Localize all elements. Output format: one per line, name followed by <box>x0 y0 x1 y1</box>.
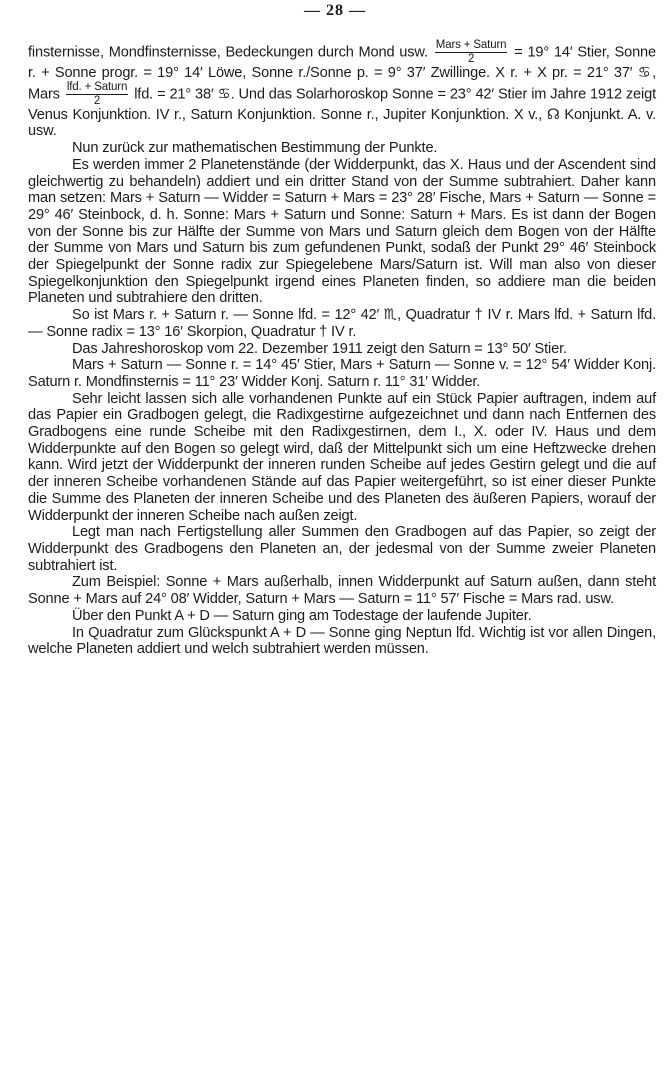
fraction-denominator: 2 <box>467 53 475 65</box>
text-run: Es werden immer 2 Planetenstände (der Widderpunkt, das X. Haus und der Ascendent sind gleichwertig zu behandeln) addiert und ein dritter Stand von der Summe subtrahiert. Daher kann man setzen: Mars + Saturn — Widder = Saturn + Mars = 23° 28′ Fische, Mars + Saturn — Sonne = 29° 46′ Steinbock, d. h. Sonne: Mars + Saturn und Sonne: Saturn + Mars. Es ist dann der Bogen von der Sonne bis zur Hälfte der Summe von Mars und Saturn gleich dem Bogen von der Hälfte der Summe von Mars und Saturn bis zum gefundenen Punkt, sodaß der Punkt 29° 46′ Steinbock der Spiegelpunkt der Sonne radix zur Spiegelebene Mars/Saturn ist. Will man also von dieser Spiegelkonjunktion den Spiegelpunkt irgend eines Planeten finden, so addiere man die beiden Planeten und subtrahiere den dritten. <box>28 156 656 307</box>
fraction-denominator: 2 <box>93 94 101 107</box>
text-run: finsternisse, Mondfinsternisse, Bedeckungen durch Mond usw. <box>28 44 433 61</box>
text-run: Legt man nach Fertigstellung aller Summen den Gradbogen auf das Papier, so zeigt der Widderpunkt des Gradbogens den Planeten an, der jedesmal von der Summe zweier Planeten subtrahiert ist. <box>28 524 656 574</box>
text-run: Das Jahreshoroskop vom 22. Dezember 1911 zeigt den Saturn = 13° 50′ Stier. <box>72 340 567 357</box>
fraction <box>435 40 508 65</box>
paragraph <box>28 391 656 525</box>
paragraph <box>28 524 656 574</box>
paragraph <box>28 157 656 307</box>
fraction-numerator: lfd. + Saturn <box>66 80 128 93</box>
fraction-numerator: Mars + Saturn <box>435 39 507 51</box>
text-run: So ist Mars r. + Saturn r. — Sonne lfd. = 12° 42′ ♏, Quadratur † IV r. Mars lfd. + Saturn lfd. — Sonne radix = 13° 16′ Skorpion, Quadratur † IV r. <box>28 307 656 340</box>
text-run: Nun zurück zur mathematischen Bestimmung der Punkte. <box>72 140 438 157</box>
paragraph <box>28 307 656 340</box>
paragraph <box>28 357 656 390</box>
paragraph <box>28 625 656 658</box>
text-run: Mars + Saturn — Sonne r. = 14° 45′ Stier, Mars + Saturn — Sonne v. = 12° 54′ Widder Konj. Saturn r. Mondfinsternis = 11° 23′ Widder Konj. Saturn r. 11° 31′ Widder. <box>28 357 656 390</box>
fraction <box>66 82 128 107</box>
text-run: Sehr leicht lassen sich alle vorhandenen Punkte auf ein Stück Papier auftragen, indem auf das Papier ein Gradbogen gelegt, die Radixgestirne aufgezeichnet und dann nach Entfernen des Gradbogens eine runde Scheibe mit den Radixgestirnen, dem I., X. oder IV. Haus und dem Widderpunkte auf den Bogen so gelegt wird, daß der Mittelpunkt sich um eine Heftzwecke drehen kann. Wird jetzt der Widderpunkt der inneren runden Scheibe auf jedes Gestirn gelegt und die auf der inneren Scheibe vorhandenen Stände auf das Papier weitergeführt, so ist einer dieser Punkte die Summe des Planeten der inneren Scheibe und des Planeten des äußeren Papiers, worauf der Widderpunkt der inneren Scheibe nach außen zeigt. <box>28 390 656 524</box>
text-run: Über den Punkt A + D — Saturn ging am Todestage der laufende Jupiter. <box>72 607 532 624</box>
body-text <box>28 40 656 658</box>
text-run: lfd. = 21° 38′ ♋. Und das Solarhoroskop Sonne = 23° 42′ Stier im Jahre 1912 zeigt Venus Konjunktion. IV r., Saturn Konjunktion. Sonne r., Jupiter Konjunktion. X v., ☊ Konjunkt. A. v. usw. <box>28 86 656 140</box>
page-number: — 28 — <box>304 2 366 19</box>
paragraph <box>28 574 656 607</box>
text-run: In Quadratur zum Glückspunkt A + D — Sonne ging Neptun lfd. Wichtig ist vor allen Dingen, welche Planeten addiert und welch subtrahiert werden müssen. <box>28 624 656 658</box>
paragraph <box>28 140 656 157</box>
paragraph <box>28 608 656 625</box>
paragraph <box>28 341 656 358</box>
text-run: Zum Beispiel: Sonne + Mars außerhalb, innen Widderpunkt auf Saturn außen, dann steht Sonne + Mars auf 24° 08′ Widder, Saturn + Mars — Saturn = 11° 57′ Fische = Mars rad. usw. <box>28 574 656 608</box>
page-header <box>0 0 670 22</box>
text-run: = 19° 14′ Stier, Sonne r. + Sonne progr. = 19° 14′ Löwe, Sonne r./Sonne p. = 9° 37′ Zwillinge. X r. + X pr. = 21° 37′ ♋, Mars <box>28 44 656 103</box>
paragraph <box>28 40 656 140</box>
